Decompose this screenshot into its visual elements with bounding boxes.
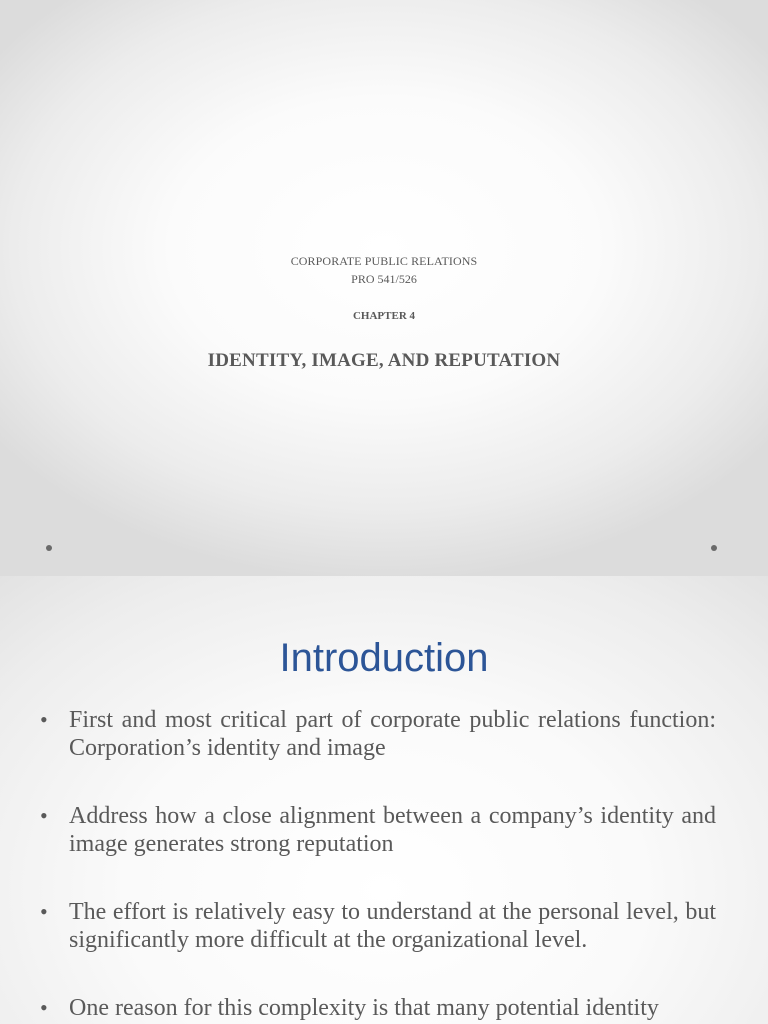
bullet-item	[40, 706, 716, 762]
bullet-item	[40, 802, 716, 858]
bullet-icon: •	[40, 899, 48, 924]
bullet-icon: •	[40, 803, 48, 828]
content-slide	[0, 576, 768, 1024]
bullet-icon: •	[40, 995, 48, 1020]
chapter-label: CHAPTER 4	[352, 310, 416, 322]
bullet-text: One reason for this complexity is that many potential identity	[69, 995, 659, 1021]
decorative-dot-right	[711, 545, 717, 551]
decorative-dot-left	[46, 545, 52, 551]
course-code: PRO 541/526	[351, 272, 417, 286]
bullet-item	[40, 898, 716, 954]
slide-heading: Introduction	[279, 636, 489, 680]
chapter-title: IDENTITY, IMAGE, AND REPUTATION	[207, 350, 561, 371]
bullet-text: First and most critical part of corporate public relations function: Corporation’s identity and image	[69, 707, 716, 761]
bullet-icon: •	[40, 707, 48, 732]
course-name: CORPORATE PUBLIC RELATIONS	[290, 254, 478, 268]
bullet-item	[40, 994, 716, 1022]
bullet-text: The effort is relatively easy to understand at the personal level, but significantly more difficult at the organizational level.	[69, 899, 716, 953]
bullet-list	[40, 706, 716, 1024]
bullet-text: Address how a close alignment between a company’s identity and image generates strong reputation	[69, 803, 716, 857]
